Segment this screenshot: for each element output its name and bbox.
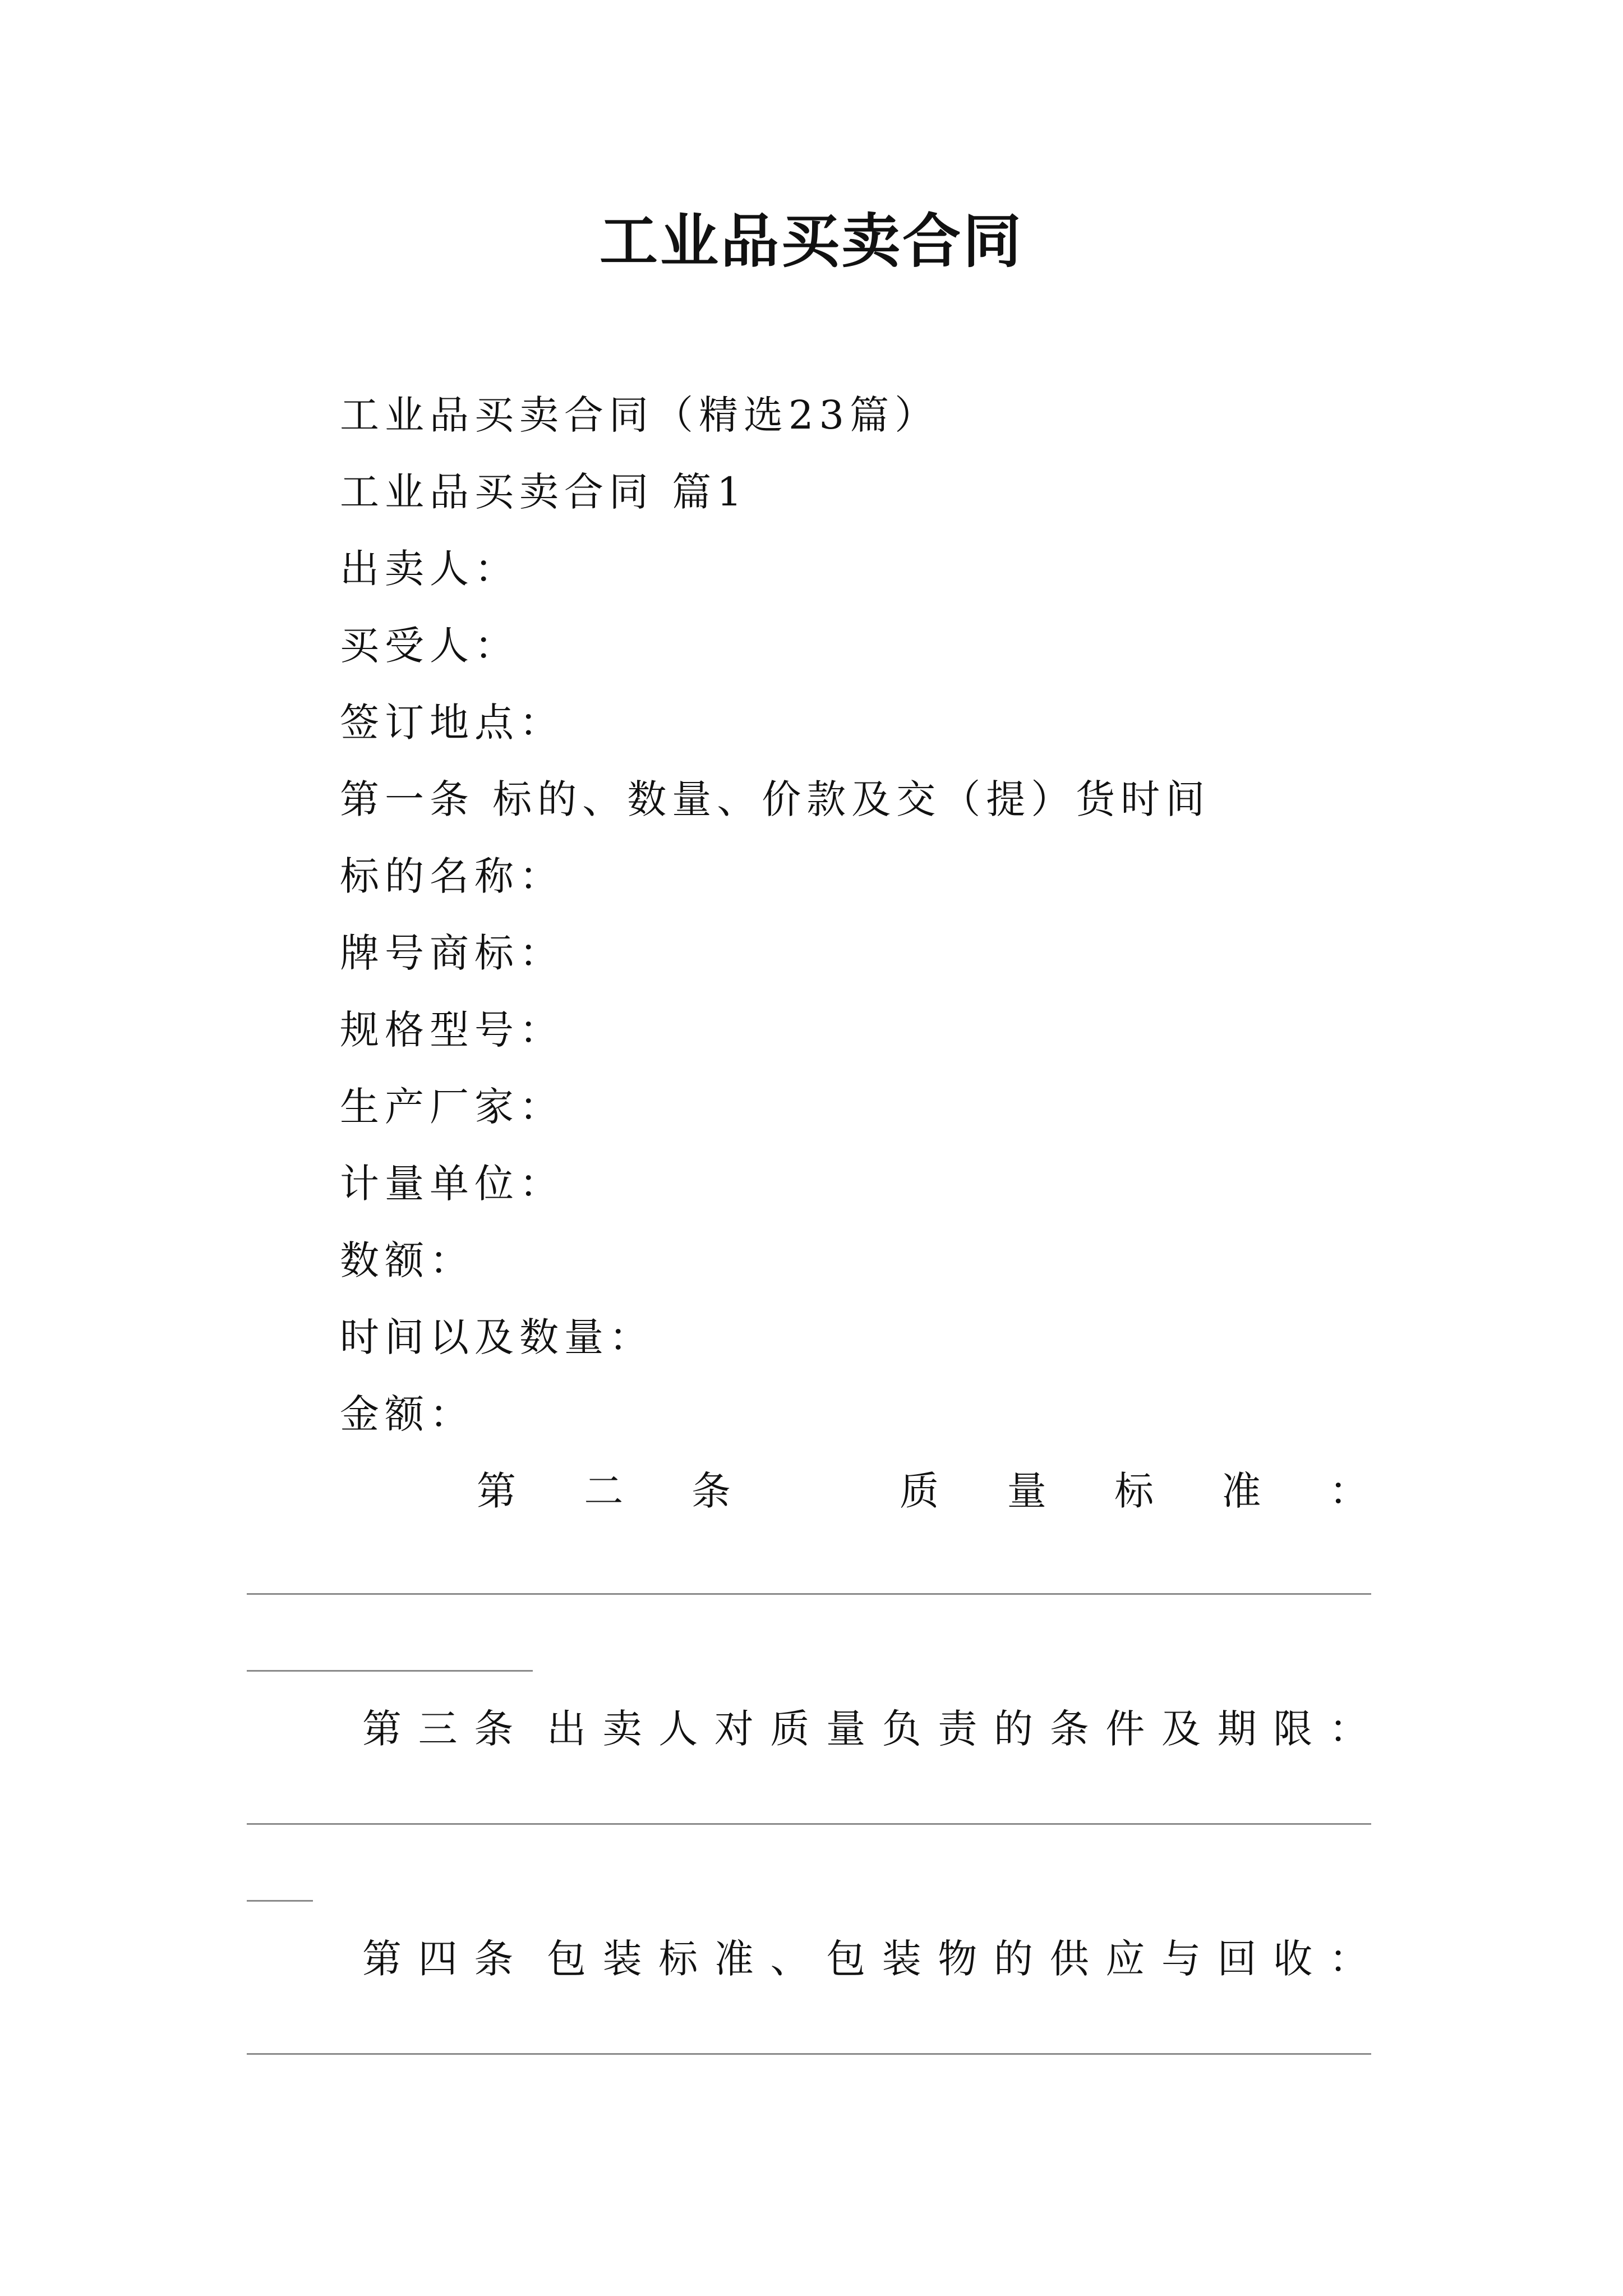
article-4-char: 的 xyxy=(994,1936,1034,1982)
article-3-char: ： xyxy=(1329,1706,1368,1752)
doc-subtitle: 工业品买卖合同（精选23篇） xyxy=(340,392,940,438)
article-4-char: 包 xyxy=(826,1936,866,1982)
article-3-char: 条 xyxy=(1049,1706,1089,1752)
article-2-char: 量 xyxy=(1007,1468,1046,1514)
article-4-char: 回 xyxy=(1217,1936,1257,1982)
article-3-char: 第 xyxy=(362,1706,402,1752)
article-4-char: 准 xyxy=(714,1936,754,1982)
article-4-char: 四 xyxy=(418,1936,458,1982)
field-brand-trademark: 牌号商标： xyxy=(340,930,564,976)
field-seller: 出卖人： xyxy=(340,546,519,592)
article-4-char: 第 xyxy=(362,1936,402,1982)
article-4-char: 标 xyxy=(658,1936,698,1982)
document-title: 工业品买卖合同 xyxy=(599,206,1023,275)
article-4-char: 物 xyxy=(938,1936,978,1982)
article-4-heading xyxy=(362,1931,1368,1987)
article-4-char: 收 xyxy=(1273,1936,1313,1982)
article-2-char: 质 xyxy=(900,1468,939,1514)
article-3-char: 对 xyxy=(714,1706,754,1752)
article-2-char: 第 xyxy=(477,1468,516,1514)
article-3-char: 负 xyxy=(882,1706,921,1752)
article-3-char: 件 xyxy=(1105,1706,1145,1752)
article-4-char: ： xyxy=(1329,1936,1368,1982)
article-3-char: 质 xyxy=(770,1706,810,1752)
article-3-char: 限 xyxy=(1273,1706,1313,1752)
field-unit: 计量单位： xyxy=(340,1161,564,1207)
article-3-char: 出 xyxy=(546,1706,586,1752)
fill-line xyxy=(247,1670,533,1672)
field-subject-name: 标的名称： xyxy=(340,853,564,899)
section-heading: 工业品买卖合同 篇1 xyxy=(340,469,748,515)
field-buyer: 买受人： xyxy=(340,623,519,669)
field-spec-model: 规格型号： xyxy=(340,1007,564,1053)
article-4-char: 供 xyxy=(1049,1936,1089,1982)
article-1-heading: 第一条 标的、数量、价款及交（提）货时间 xyxy=(340,776,1211,822)
article-4-char: 装 xyxy=(602,1936,642,1982)
article-3-char: 及 xyxy=(1161,1706,1201,1752)
article-2-char: 二 xyxy=(584,1468,624,1514)
article-2-char: 标 xyxy=(1114,1468,1154,1514)
article-4-char: 与 xyxy=(1161,1936,1201,1982)
fill-line xyxy=(247,1823,1371,1825)
field-time-quantity: 时间以及数量： xyxy=(340,1314,654,1360)
article-3-char: 人 xyxy=(658,1706,698,1752)
article-2-char: 条 xyxy=(691,1468,731,1514)
article-2-char: ： xyxy=(1329,1468,1368,1514)
article-3-char: 条 xyxy=(474,1706,514,1752)
article-3-char: 三 xyxy=(418,1706,458,1752)
article-4-char: 装 xyxy=(882,1936,921,1982)
fill-line xyxy=(247,1593,1371,1595)
article-3-char: 的 xyxy=(994,1706,1034,1752)
article-4-char: 应 xyxy=(1105,1936,1145,1982)
fill-line xyxy=(247,1900,313,1902)
field-signing-place: 签订地点： xyxy=(340,700,564,746)
article-3-heading xyxy=(362,1701,1368,1757)
article-4-char: 包 xyxy=(546,1936,586,1982)
field-money-amount: 金额： xyxy=(340,1391,474,1437)
fill-line xyxy=(247,2053,1371,2055)
article-4-char: 、 xyxy=(770,1936,810,1982)
article-2-char: 准 xyxy=(1221,1468,1261,1514)
article-3-char: 责 xyxy=(938,1706,978,1752)
article-3-char: 卖 xyxy=(602,1706,642,1752)
field-amount-count: 数额： xyxy=(340,1237,474,1283)
article-3-char: 期 xyxy=(1217,1706,1257,1752)
article-4-char: 条 xyxy=(474,1936,514,1982)
article-2-heading xyxy=(477,1463,1368,1519)
field-manufacturer: 生产厂家： xyxy=(340,1084,564,1130)
article-3-char: 量 xyxy=(826,1706,866,1752)
